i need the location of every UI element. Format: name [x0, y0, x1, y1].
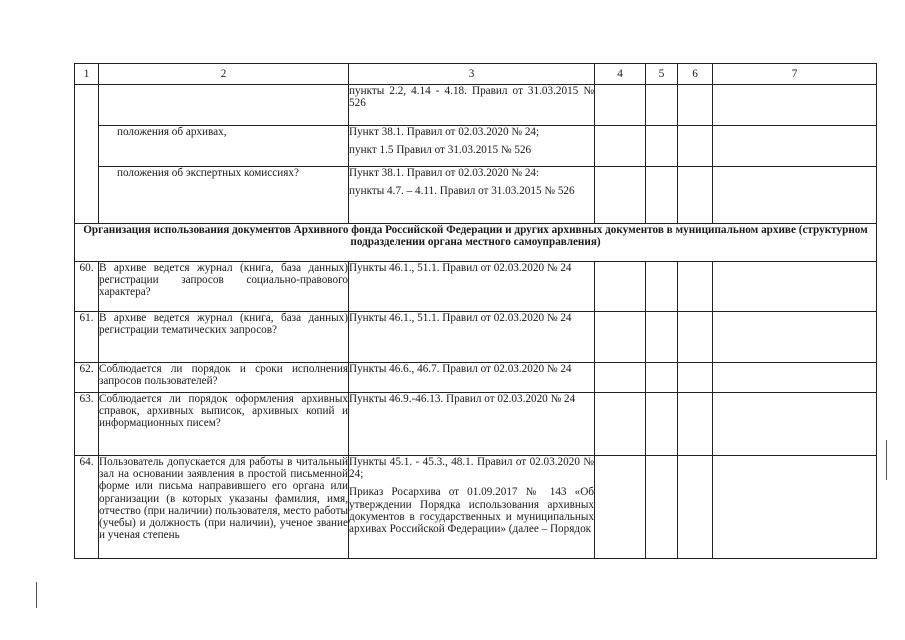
- answer-cell: [678, 456, 713, 559]
- answer-cell: [678, 312, 713, 363]
- answer-cell: [595, 312, 646, 363]
- answer-cell: [678, 167, 713, 224]
- answer-cell: [595, 85, 646, 126]
- comment-cell: [713, 312, 877, 363]
- legal-reference-cell: [349, 363, 595, 393]
- comment-cell: [713, 456, 877, 559]
- scan-edge-mark: [36, 582, 37, 608]
- legal-reference-cell: [349, 312, 595, 363]
- legal-reference: Пункты 46.1., 51.1. Правил от 02.03.2020 № 24: [349, 312, 572, 324]
- question-cell: Соблюдается ли порядок и сроки исполнения запросов пользователей?: [99, 363, 349, 393]
- header-col-7: 7: [713, 64, 877, 85]
- answer-cell: [595, 167, 646, 224]
- table-row: [75, 456, 877, 559]
- question-cell: Соблюдается ли порядок оформления архивных справок, архивных выписок, архивных копий и информационных писем?: [99, 393, 349, 456]
- answer-cell: [646, 393, 678, 456]
- header-col-4: 4: [595, 64, 646, 85]
- answer-cell: [678, 85, 713, 126]
- answer-cell: [646, 456, 678, 559]
- section-header-row: [75, 224, 877, 262]
- row-number-cell: [75, 85, 99, 224]
- comment-cell: [713, 262, 877, 312]
- answer-cell: [646, 167, 678, 224]
- answer-cell: [595, 262, 646, 312]
- header-col-2: 2: [99, 64, 349, 85]
- inspection-checklist-table: [74, 63, 877, 559]
- legal-reference-cell: [349, 85, 595, 126]
- legal-reference: пункты 4.7. – 4.11. Правил от 31.03.2015 № 526: [349, 185, 575, 198]
- comment-cell: [713, 126, 877, 167]
- question-cell: Пользователь допускается для работы в читальный зал на основании заявления в простой письменной форме или письма направившего его органа или организации (в которых указаны фамилия, имя, отчество (при наличии) пользователя, место работы (учебы) и должность (при наличии), ученое звание и ученая степень: [99, 456, 349, 559]
- legal-reference-cell: [349, 126, 595, 167]
- legal-reference-cell: [349, 262, 595, 312]
- legal-reference: Пункты 46.9.-46.13. Правил от 02.03.2020 № 24: [349, 393, 576, 405]
- header-col-5: 5: [646, 64, 678, 85]
- legal-reference: Пункты 45.1. - 45.3., 48.1. Правил от 02.03.2020 № 24;: [349, 456, 594, 481]
- question-cell: положения об архивах,: [99, 126, 349, 167]
- answer-cell: [678, 363, 713, 393]
- legal-reference: пункты 2.2, 4.14 - 4.18. Правил от 31.03.2015 № 526: [349, 85, 594, 110]
- question-cell: [99, 85, 349, 126]
- answer-cell: [646, 85, 678, 126]
- legal-reference: Пункты 46.1., 51.1. Правил от 02.03.2020 № 24: [349, 262, 572, 274]
- table-row: [75, 262, 877, 312]
- legal-reference-cell: [349, 167, 595, 224]
- answer-cell: [595, 456, 646, 559]
- question-cell: В архиве ведется журнал (книга, база данных) регистрации тематических запросов?: [99, 312, 349, 363]
- answer-cell: [595, 363, 646, 393]
- answer-cell: [646, 363, 678, 393]
- answer-cell: [646, 312, 678, 363]
- legal-reference: Пункты 46.6., 46.7. Правил от 02.03.2020 № 24: [349, 363, 572, 375]
- table-row: [75, 363, 877, 393]
- answer-cell: [595, 393, 646, 456]
- scan-edge-mark: [886, 440, 887, 480]
- answer-cell: [595, 126, 646, 167]
- question-cell: В архиве ведется журнал (книга, база данных) регистрации запросов социально-правового характера?: [99, 262, 349, 312]
- table-row: [75, 393, 877, 456]
- answer-cell: [678, 126, 713, 167]
- row-number: 61.: [75, 312, 99, 363]
- table-row: [75, 312, 877, 363]
- row-number: 62.: [75, 363, 99, 393]
- column-number-header: [75, 64, 877, 85]
- comment-cell: [713, 363, 877, 393]
- header-col-3: 3: [349, 64, 595, 85]
- comment-cell: [713, 393, 877, 456]
- answer-cell: [678, 393, 713, 456]
- table-row: [75, 85, 877, 126]
- answer-cell: [646, 262, 678, 312]
- legal-reference: Пункт 38.1. Правил от 02.03.2020 № 24;: [349, 126, 540, 138]
- section-title: Организация использования документов Архивного фонда Российской Федерации и других архивных документов в муниципальном архиве (структурном подразделении органа местного самоуправления): [75, 224, 877, 262]
- table-row: [75, 126, 877, 167]
- legal-reference: пункт 1.5 Правил от 31.03.2015 № 526: [349, 144, 532, 157]
- legal-reference: Приказ Росархива от 01.09.2017 № 143 «Об утверждении Порядка использования архивных документов в государственных и муниципальных архивах Российской Федерации» (далее – Порядок: [349, 486, 594, 536]
- comment-cell: [713, 167, 877, 224]
- row-number: 64.: [75, 456, 99, 559]
- table-row: [75, 167, 877, 224]
- row-number: 60.: [75, 262, 99, 312]
- question-cell: положения об экспертных комиссиях?: [99, 167, 349, 224]
- legal-reference-cell: [349, 456, 595, 559]
- header-col-1: 1: [75, 64, 99, 85]
- comment-cell: [713, 85, 877, 126]
- legal-reference-cell: [349, 393, 595, 456]
- row-number: 63.: [75, 393, 99, 456]
- answer-cell: [678, 262, 713, 312]
- legal-reference: Пункт 38.1. Правил от 02.03.2020 № 24:: [349, 167, 540, 179]
- header-col-6: 6: [678, 64, 713, 85]
- answer-cell: [646, 126, 678, 167]
